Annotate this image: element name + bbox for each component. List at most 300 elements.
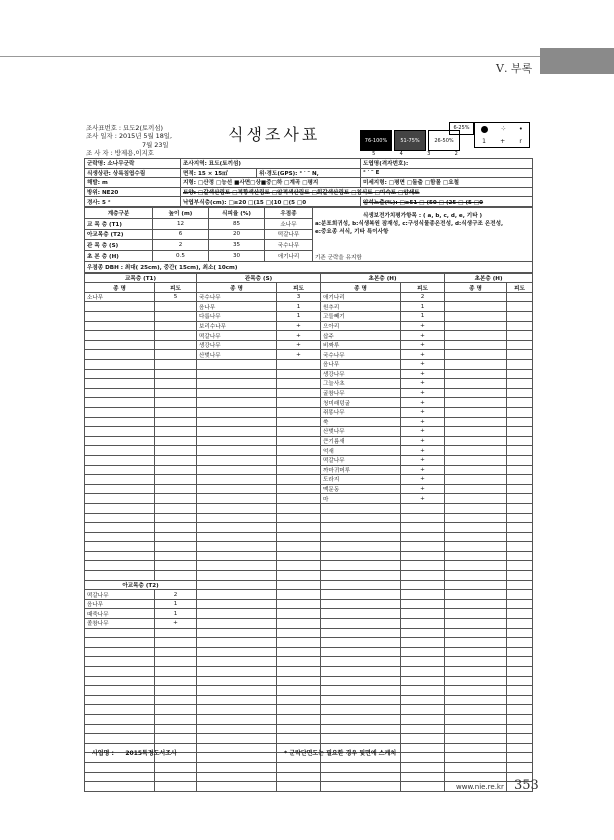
table-row [85,609,533,619]
species-cover [277,714,321,724]
species-name [197,503,277,513]
species-name [321,724,401,734]
species-name: 떡갈나무 [197,331,277,341]
region-cell: 조사지역: 묘도(토끼섬) [181,159,361,169]
species-cover [507,762,533,772]
micro-terrain-cell: 미세지형: □평면 □돌출 □함몰 □요철 [361,178,533,188]
species-cover [277,609,321,619]
species-cover: + [401,427,445,437]
slope-cell: 경사: 5 ° [85,197,181,207]
layer-dominant: 애기나리 [265,251,313,262]
soil-cell: 토양: □갈색산림토 □적황색산림토 □암적색산림토 □회갈색산림토 □침식토 □미숙토 □암쇄토 [181,187,533,197]
dots-icon: ⁘ [500,125,507,133]
species-name [197,551,277,561]
table-row [85,628,533,638]
species-cover [507,523,533,533]
species-cover [507,331,533,341]
table-row [85,321,533,331]
species-cover [507,340,533,350]
table-row [85,714,533,724]
species-name [85,647,155,657]
species-name: 그늘사초 [321,379,401,389]
species-cover [277,523,321,533]
species-cover: + [401,321,445,331]
species-name [197,360,277,370]
species-name [445,312,507,322]
species-table [84,273,533,792]
species-cover [401,714,445,724]
species-cover [507,599,533,609]
species-name [445,638,507,648]
species-cover [507,657,533,667]
species-name [445,513,507,523]
species-cover: + [401,465,445,475]
species-cover [401,619,445,629]
species-name [197,657,277,667]
species-cover [401,590,445,600]
species-name: 으아리 [321,321,401,331]
species-name [445,580,507,590]
species-cover [155,734,197,744]
species-name: 다릅나무 [197,312,277,322]
species-cover: + [401,494,445,504]
cover-box-2: 6-25% [449,122,474,135]
species-cover: + [401,398,445,408]
aspect-cell: 방위: NE20 [85,187,181,197]
species-name [445,321,507,331]
species-name: 애기나리 [321,292,401,302]
cover-box-5: 76-100% [360,130,392,151]
species-cover [155,331,197,341]
species-name [321,705,401,715]
species-cover [507,753,533,763]
header-rule [0,56,540,57]
surveyor: 조 사 자 : 방제용,이지호 [86,149,154,158]
species-name [321,714,401,724]
species-cover [401,503,445,513]
species-name [85,695,155,705]
cover-scale [360,130,460,151]
species-name: 쥐똥나무 [321,407,401,417]
species-cover [155,647,197,657]
species-cover [155,561,197,571]
survey-date-2: 7월 23일 [142,140,169,149]
species-cover [277,657,321,667]
dot-icon: • [518,125,523,133]
species-cover [401,523,445,533]
table-row [85,398,533,408]
species-cover [155,407,197,417]
species-name [445,695,507,705]
species-name [445,523,507,533]
species-cover [155,350,197,360]
species-name [445,561,507,571]
table-row [85,455,533,465]
community-cell: 군락명: 소나무군락 [85,159,181,169]
species-cover [507,724,533,734]
species-name [321,695,401,705]
project-label: 사업명 : [92,750,114,757]
species-cover [155,427,197,437]
table-row [85,494,533,504]
terrain-cell: 지형: □산정 □능선 ■사면□상■중□하 □계곡 □평지 [181,178,361,188]
species-cover: 2 [401,292,445,302]
layer-name: 아교목층 (T2) [85,229,153,240]
species-cover [277,417,321,427]
species-cover [507,379,533,389]
species-name [197,619,277,629]
species-cover [507,484,533,494]
species-cover [401,782,445,792]
species-cover [507,398,533,408]
table-row [85,331,533,341]
gps-label: 위·경도(GPS): [259,170,298,177]
species-cover: + [277,321,321,331]
species-cover [277,619,321,629]
species-name [85,561,155,571]
species-name [445,427,507,437]
species-cover [401,772,445,782]
species-cover [155,523,197,533]
species-cover [507,532,533,542]
species-name [197,427,277,437]
species-cover [277,772,321,782]
species-name [85,321,155,331]
species-name [445,619,507,629]
species-cover [507,647,533,657]
species-cover [507,465,533,475]
species-cover [277,532,321,542]
species-name [197,388,277,398]
species-name [85,417,155,427]
value-cell [313,207,533,261]
species-name [85,407,155,417]
species-cover: + [401,340,445,350]
layer-table [84,207,533,273]
species-name [321,686,401,696]
survey-date: 조사 일자 : 2015년 5월 18일, [86,132,173,141]
species-name [197,475,277,485]
species-cover [277,551,321,561]
species-name [85,360,155,370]
species-cover [507,667,533,677]
species-cover [277,388,321,398]
symbol-label: + [500,137,506,145]
table-row [85,350,533,360]
species-name: 도라지 [321,475,401,485]
species-name [197,782,277,792]
species-name: 음나무 [197,302,277,312]
table-row [85,379,533,389]
species-cover: 1 [401,312,445,322]
species-name [445,446,507,456]
species-cover [155,542,197,552]
species-cover: 3 [277,292,321,302]
species-cover: + [401,360,445,370]
species-cover [155,340,197,350]
species-name [445,503,507,513]
species-name [85,523,155,533]
survey-meta [86,124,172,158]
species-name [85,542,155,552]
species-cover: + [401,331,445,341]
species-name [85,686,155,696]
species-cover [155,484,197,494]
table-row [85,580,533,590]
species-name [197,436,277,446]
species-cover [507,302,533,312]
species-name [321,638,401,648]
species-cover [507,436,533,446]
species-name [85,532,155,542]
vegetation-cell: 식생상관: 상록침엽수림 [85,168,181,178]
species-cover [507,580,533,590]
species-name [85,551,155,561]
layer-cover: 35 [209,240,265,251]
layer-cover: 30 [209,251,265,262]
species-cover [401,513,445,523]
species-name [85,657,155,667]
col-species: 종 명 [445,283,507,293]
species-name: 음나무 [321,360,401,370]
species-name [197,705,277,715]
species-cover: + [401,455,445,465]
species-cover [155,657,197,667]
species-cover [277,436,321,446]
species-name [197,772,277,782]
layer-name: 교 목 층 (T1) [85,218,153,229]
species-cover [401,667,445,677]
cover-symbols [474,122,530,148]
species-name [85,379,155,389]
species-name: 까마귀머루 [321,465,401,475]
species-cover [277,676,321,686]
species-cover [507,503,533,513]
species-name: 비짜루 [321,340,401,350]
species-name [197,465,277,475]
symbol-labels [475,138,529,148]
species-cover: 1 [277,302,321,312]
species-cover [277,638,321,648]
table-row [85,590,533,600]
species-cover [155,302,197,312]
species-name [85,705,155,715]
species-cover [507,475,533,485]
species-cover [155,369,197,379]
species-name [85,427,155,437]
species-name [321,542,401,552]
species-cover: + [401,484,445,494]
species-header-h: 초본층 (H) [321,273,445,283]
species-cover: + [401,379,445,389]
species-name [197,561,277,571]
species-name [445,714,507,724]
species-name [445,724,507,734]
species-name [321,619,401,629]
table-row [85,734,533,744]
species-cover [507,551,533,561]
species-name [321,580,401,590]
species-cover [507,455,533,465]
species-name [445,676,507,686]
species-name [321,772,401,782]
species-name [197,532,277,542]
species-name: 삽주 [321,331,401,341]
species-name [85,494,155,504]
species-cover [507,446,533,456]
species-header-h2: 초본층 (H) [445,273,533,283]
gps-e-cell: ° ′ ″ E [361,168,533,178]
species-cover [277,667,321,677]
table-row [85,427,533,437]
species-cover [401,686,445,696]
species-name [197,398,277,408]
species-cover [401,734,445,744]
species-cover [401,542,445,552]
layer-height: 12 [153,218,209,229]
species-cover [401,609,445,619]
table-row [85,762,533,772]
species-name [85,714,155,724]
species-name [321,513,401,523]
species-cover [277,590,321,600]
table-row [85,475,533,485]
species-name: 국수나무 [197,292,277,302]
project-row [92,748,177,757]
cover-num: 2 [454,151,458,157]
species-name [197,753,277,763]
species-name: 국수나무 [321,350,401,360]
species-name [445,455,507,465]
species-cover: + [401,417,445,427]
species-name [197,580,277,590]
species-cover [155,398,197,408]
cover-box-3: 26-50% [428,130,460,151]
layer-cover: 85 [209,218,265,229]
table-row [85,542,533,552]
cover-box-4: 51-75% [394,130,426,151]
species-name [445,388,507,398]
species-cover [507,686,533,696]
species-name [197,743,277,753]
site-url: www.nie.re.kr [456,783,504,791]
species-cover [277,571,321,581]
species-name: 쑥 [321,417,401,427]
species-name [85,638,155,648]
species-cover: + [401,446,445,456]
species-name: 졸참나무 [85,619,155,629]
species-cover: 1 [401,302,445,312]
species-cover [277,455,321,465]
species-cover [277,734,321,744]
species-cover [507,542,533,552]
species-cover [277,686,321,696]
species-cover [401,743,445,753]
species-cover: + [277,340,321,350]
species-name [85,350,155,360]
species-name [85,369,155,379]
col-species: 종 명 [321,283,401,293]
species-cover [507,292,533,302]
species-name [321,676,401,686]
species-name [197,724,277,734]
species-cover [155,455,197,465]
species-cover [155,551,197,561]
species-cover: + [277,331,321,341]
species-cover [277,513,321,523]
species-name [197,369,277,379]
species-cover [507,628,533,638]
species-name [445,465,507,475]
species-cover [507,494,533,504]
table-row [85,686,533,696]
table-row [85,369,533,379]
col-cover: 피도 [277,283,321,293]
species-cover [507,350,533,360]
species-cover [401,599,445,609]
cover-numbers [360,151,470,157]
page-number: 353 [514,778,539,793]
species-name [445,475,507,485]
species-name [85,772,155,782]
species-cover [277,762,321,772]
species-cover [507,369,533,379]
species-name [321,667,401,677]
symbol-label: 1 [482,137,486,145]
species-cover [277,724,321,734]
species-cover: + [401,436,445,446]
species-name [197,638,277,648]
species-cover [277,705,321,715]
species-cover [277,379,321,389]
species-cover [507,561,533,571]
species-name [85,734,155,744]
species-cover: 1 [155,599,197,609]
table-row [85,705,533,715]
species-name [197,513,277,523]
site-info-table [84,158,533,207]
table-row [85,657,533,667]
species-name [85,762,155,772]
species-name: 맥문동 [321,484,401,494]
col-cover: 피도 [155,283,197,293]
species-cover [507,321,533,331]
table-row [85,638,533,648]
layer-header: 우점종 [265,207,313,218]
species-cover [277,446,321,456]
layer-header: 높이 (m) [153,207,209,218]
species-cover [277,484,321,494]
species-name [445,360,507,370]
species-name [197,762,277,772]
species-name [445,340,507,350]
species-name [85,398,155,408]
species-name [197,455,277,465]
table-row [85,772,533,782]
table-row [85,724,533,734]
table-row [85,388,533,398]
species-name [85,331,155,341]
species-name [85,465,155,475]
species-name [445,331,507,341]
species-header-t1: 교목층 (T1) [85,273,197,283]
table-row [85,676,533,686]
species-cover: + [401,475,445,485]
symbol-row [475,123,529,135]
layer-header: 식피율 (%) [209,207,265,218]
species-cover [155,475,197,485]
species-name: 원추리 [321,302,401,312]
